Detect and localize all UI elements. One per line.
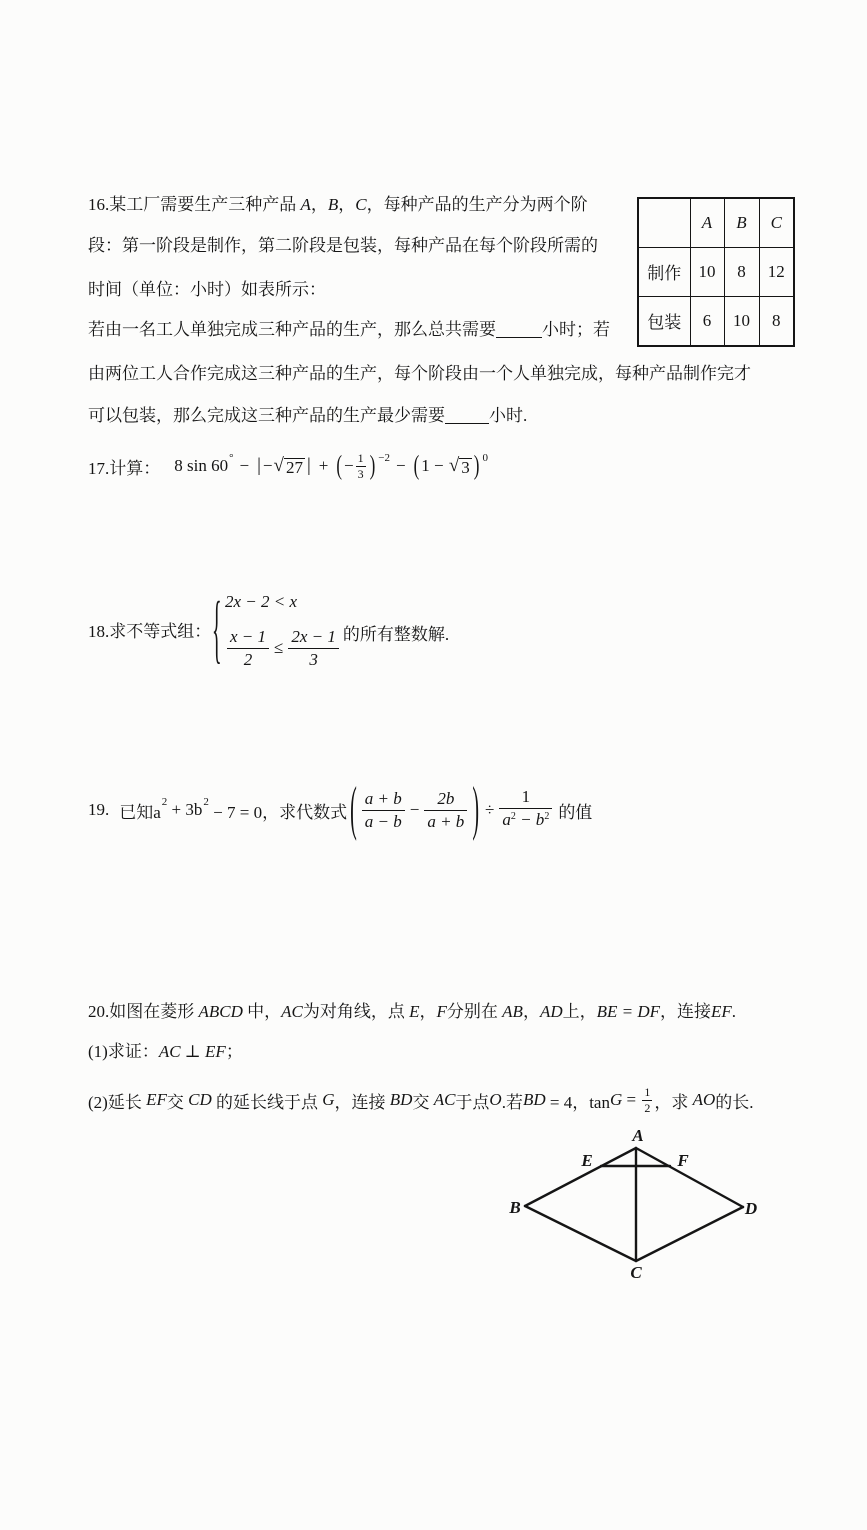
- product-a-label: A: [300, 195, 311, 214]
- q20-text: 上，: [562, 1002, 597, 1021]
- fraction-numerator: 1: [644, 1084, 651, 1099]
- den-term: − b: [515, 810, 545, 829]
- radical-sign: √: [273, 455, 284, 476]
- fraction-denominator: 2: [243, 649, 253, 669]
- q16-line-5: 由两位工人合作完成这三种产品的生产，每个阶段由一个人单独完成，每种产品制作完才: [88, 364, 751, 383]
- question-17-label: 17.计算：: [88, 458, 161, 478]
- q16-line-2: 段：第一阶段是制作，第二阶段是包装，每种产品在每个阶段所需的: [88, 236, 598, 255]
- question-19-number: 19.: [88, 800, 110, 819]
- table-header-cell: C: [759, 198, 794, 247]
- abs-bar-left: |: [257, 455, 261, 476]
- table-row: [638, 247, 794, 296]
- right-paren: ): [369, 450, 376, 481]
- fraction: [227, 627, 269, 670]
- fraction: [642, 1086, 652, 1115]
- negative-sign: −: [262, 456, 273, 475]
- q20-text: ，: [522, 1002, 540, 1021]
- q20-text: (2)延长: [88, 1092, 147, 1112]
- exponent: −2: [378, 452, 390, 464]
- table-cell: 10: [724, 296, 759, 346]
- q16-text: ，: [310, 195, 328, 214]
- rhombus-diagram: [490, 1115, 780, 1290]
- q20-math: BD: [522, 1090, 546, 1109]
- exponent: 2: [203, 796, 209, 808]
- q20-text: 交: [166, 1092, 189, 1112]
- given-text: − 7 = 0，求代数式: [208, 802, 348, 822]
- fraction: [424, 789, 467, 832]
- q20-line-3: [88, 1085, 754, 1115]
- q20-line-1: [88, 1000, 736, 1024]
- fraction-numerator: 2b: [424, 789, 467, 811]
- vertex-label-b: B: [509, 1198, 521, 1217]
- minus-operator: −: [396, 456, 406, 475]
- divide-operator: ÷: [484, 800, 495, 819]
- q20-math: CD: [188, 1090, 212, 1109]
- q20-text: =: [622, 1090, 641, 1109]
- fraction-denominator: [499, 809, 552, 833]
- q16-line-6: [88, 404, 527, 428]
- fraction-numerator: 2x − 1: [288, 627, 339, 649]
- q20-math: AC: [433, 1090, 456, 1109]
- q16-text: ，每种产品的生产分为两个阶: [366, 195, 588, 214]
- right-paren: ): [472, 777, 479, 843]
- vertex-label-c: C: [630, 1263, 642, 1282]
- table-corner-cell: [638, 198, 690, 247]
- fraction: [499, 787, 552, 833]
- plus-operator: +: [318, 456, 329, 475]
- q20-text: ；: [225, 1042, 243, 1061]
- segment-bc: [525, 1206, 636, 1261]
- vertex-label-d: D: [744, 1199, 758, 1218]
- right-paren: ): [473, 450, 480, 481]
- q16-text: 16.某工厂需要生产三种产品: [88, 195, 301, 214]
- production-time-table: [637, 197, 795, 347]
- left-paren: (: [350, 777, 357, 843]
- question-18-tail: 的所有整数解.: [342, 624, 450, 644]
- negative-sign: −: [344, 456, 354, 475]
- table-cell: 6: [690, 296, 724, 346]
- point-label-e: E: [581, 1151, 593, 1170]
- question-17: [88, 448, 488, 484]
- product-b-label: B: [327, 195, 339, 214]
- degree-symbol: °: [229, 452, 234, 464]
- exponent: 2: [544, 811, 550, 822]
- minus-operator: −: [409, 800, 420, 819]
- q20-text: (1)求证：: [88, 1042, 159, 1061]
- q20-math: AO: [692, 1090, 716, 1109]
- fraction-numerator: 1: [499, 787, 552, 809]
- one-minus-term: 1 −: [421, 456, 448, 475]
- fraction-denominator: 2: [644, 1100, 651, 1115]
- q20-text: ，: [419, 1002, 437, 1021]
- q20-text: ，连接: [660, 1002, 712, 1021]
- segment-dc: [636, 1207, 743, 1261]
- sin-term: 8 sin 60: [174, 456, 229, 475]
- q20-text: 交: [412, 1092, 434, 1112]
- q20-math: BD: [389, 1090, 413, 1109]
- q16-text: 小时.: [489, 406, 528, 425]
- q20-text: .: [731, 1002, 737, 1021]
- abs-bar-right: |: [306, 455, 311, 476]
- question-19: [88, 775, 592, 845]
- q20-math: F: [436, 1002, 447, 1021]
- exponent: 2: [161, 796, 168, 808]
- fraction: [356, 452, 366, 481]
- left-paren: (: [336, 450, 343, 481]
- q20-math: O: [489, 1090, 502, 1109]
- fraction-numerator: 1: [357, 450, 364, 465]
- q20-math: EF: [146, 1090, 167, 1109]
- radical-sign: √: [448, 455, 460, 476]
- fraction-denominator: 3: [357, 466, 364, 481]
- q20-text: .若: [501, 1092, 523, 1112]
- answer-blank-1: [496, 321, 542, 338]
- radicand: 27: [285, 457, 303, 477]
- q20-math: BE = DF: [596, 1002, 661, 1021]
- answer-blank-2: [445, 407, 489, 424]
- given-text: 已知a: [119, 802, 161, 822]
- q20-math: EF: [711, 1002, 732, 1021]
- table-row-label: 制作: [638, 247, 690, 296]
- q20-math: AD: [539, 1002, 563, 1021]
- q20-math: G: [322, 1090, 335, 1109]
- q20-text: 的长.: [715, 1092, 754, 1112]
- fraction: [362, 789, 405, 832]
- table-row: [638, 296, 794, 346]
- q20-line-2: [88, 1040, 243, 1064]
- question-19-tail: 的值: [558, 802, 593, 822]
- fraction: [288, 627, 339, 670]
- fraction-denominator: a − b: [364, 811, 402, 831]
- q20-text: 于点: [455, 1092, 490, 1112]
- q20-text: 20.如图在菱形: [88, 1002, 199, 1021]
- system-brace: {: [212, 589, 222, 673]
- fraction-denominator: 3: [309, 649, 318, 669]
- table-cell: 12: [759, 247, 794, 296]
- exponent: 0: [482, 452, 488, 464]
- leq-operator: ≤: [274, 638, 284, 657]
- question-18-label: 18.求不等式组：: [88, 622, 212, 641]
- table-header-row: [638, 198, 794, 247]
- q16-text: 可以包装，那么完成这三种产品的生产最少需要: [88, 406, 445, 425]
- radicand: 3: [461, 457, 470, 477]
- minus-operator: −: [239, 456, 250, 475]
- fraction-denominator: a + b: [427, 811, 465, 831]
- q20-math: ABCD: [198, 1002, 243, 1021]
- inequality-2: [225, 621, 449, 675]
- exponent: 2: [510, 811, 516, 822]
- table-cell: 10: [690, 247, 724, 296]
- q16-line-3: 时间（单位：小时）如表所示：: [88, 280, 326, 299]
- table-cell: 8: [724, 247, 759, 296]
- q20-math: AB: [502, 1002, 523, 1021]
- left-paren: (: [413, 450, 420, 481]
- q20-math: G: [609, 1090, 623, 1109]
- q20-text: 中，: [242, 1002, 282, 1021]
- inequality-1: 2x − 2 < x: [225, 592, 298, 611]
- fraction-numerator: a + b: [362, 789, 405, 811]
- product-c-label: C: [355, 195, 367, 214]
- q20-text: 的延长线于点: [211, 1092, 323, 1112]
- q20-text: 为对角线，点: [302, 1002, 410, 1021]
- q16-line-4: [88, 318, 610, 342]
- q16-text: 若由一名工人单独完成三种产品的生产，那么总共需要: [88, 320, 496, 339]
- fraction-numerator: x − 1: [227, 627, 269, 649]
- point-label-f: F: [677, 1151, 689, 1170]
- q20-text: ，连接: [334, 1092, 390, 1112]
- table-header-cell: A: [690, 198, 724, 247]
- q20-math: AC: [281, 1002, 303, 1021]
- table-header-cell: B: [724, 198, 759, 247]
- given-text: + 3b: [167, 800, 203, 819]
- q20-text: 分别在: [446, 1002, 503, 1021]
- q16-text: ，: [338, 195, 356, 214]
- q20-text: = 4，tan: [545, 1092, 610, 1112]
- q16-line-1: [88, 193, 588, 217]
- segment-ad: [636, 1148, 743, 1207]
- den-term: a: [502, 810, 511, 829]
- q20-text: ，求: [654, 1092, 693, 1112]
- q20-math: E: [409, 1002, 420, 1021]
- table-row-label: 包装: [638, 296, 690, 346]
- q16-text: 小时；若: [542, 320, 610, 339]
- vertex-label-a: A: [632, 1126, 644, 1145]
- q20-math: AC ⊥ EF: [158, 1042, 226, 1061]
- table-cell: 8: [759, 296, 794, 346]
